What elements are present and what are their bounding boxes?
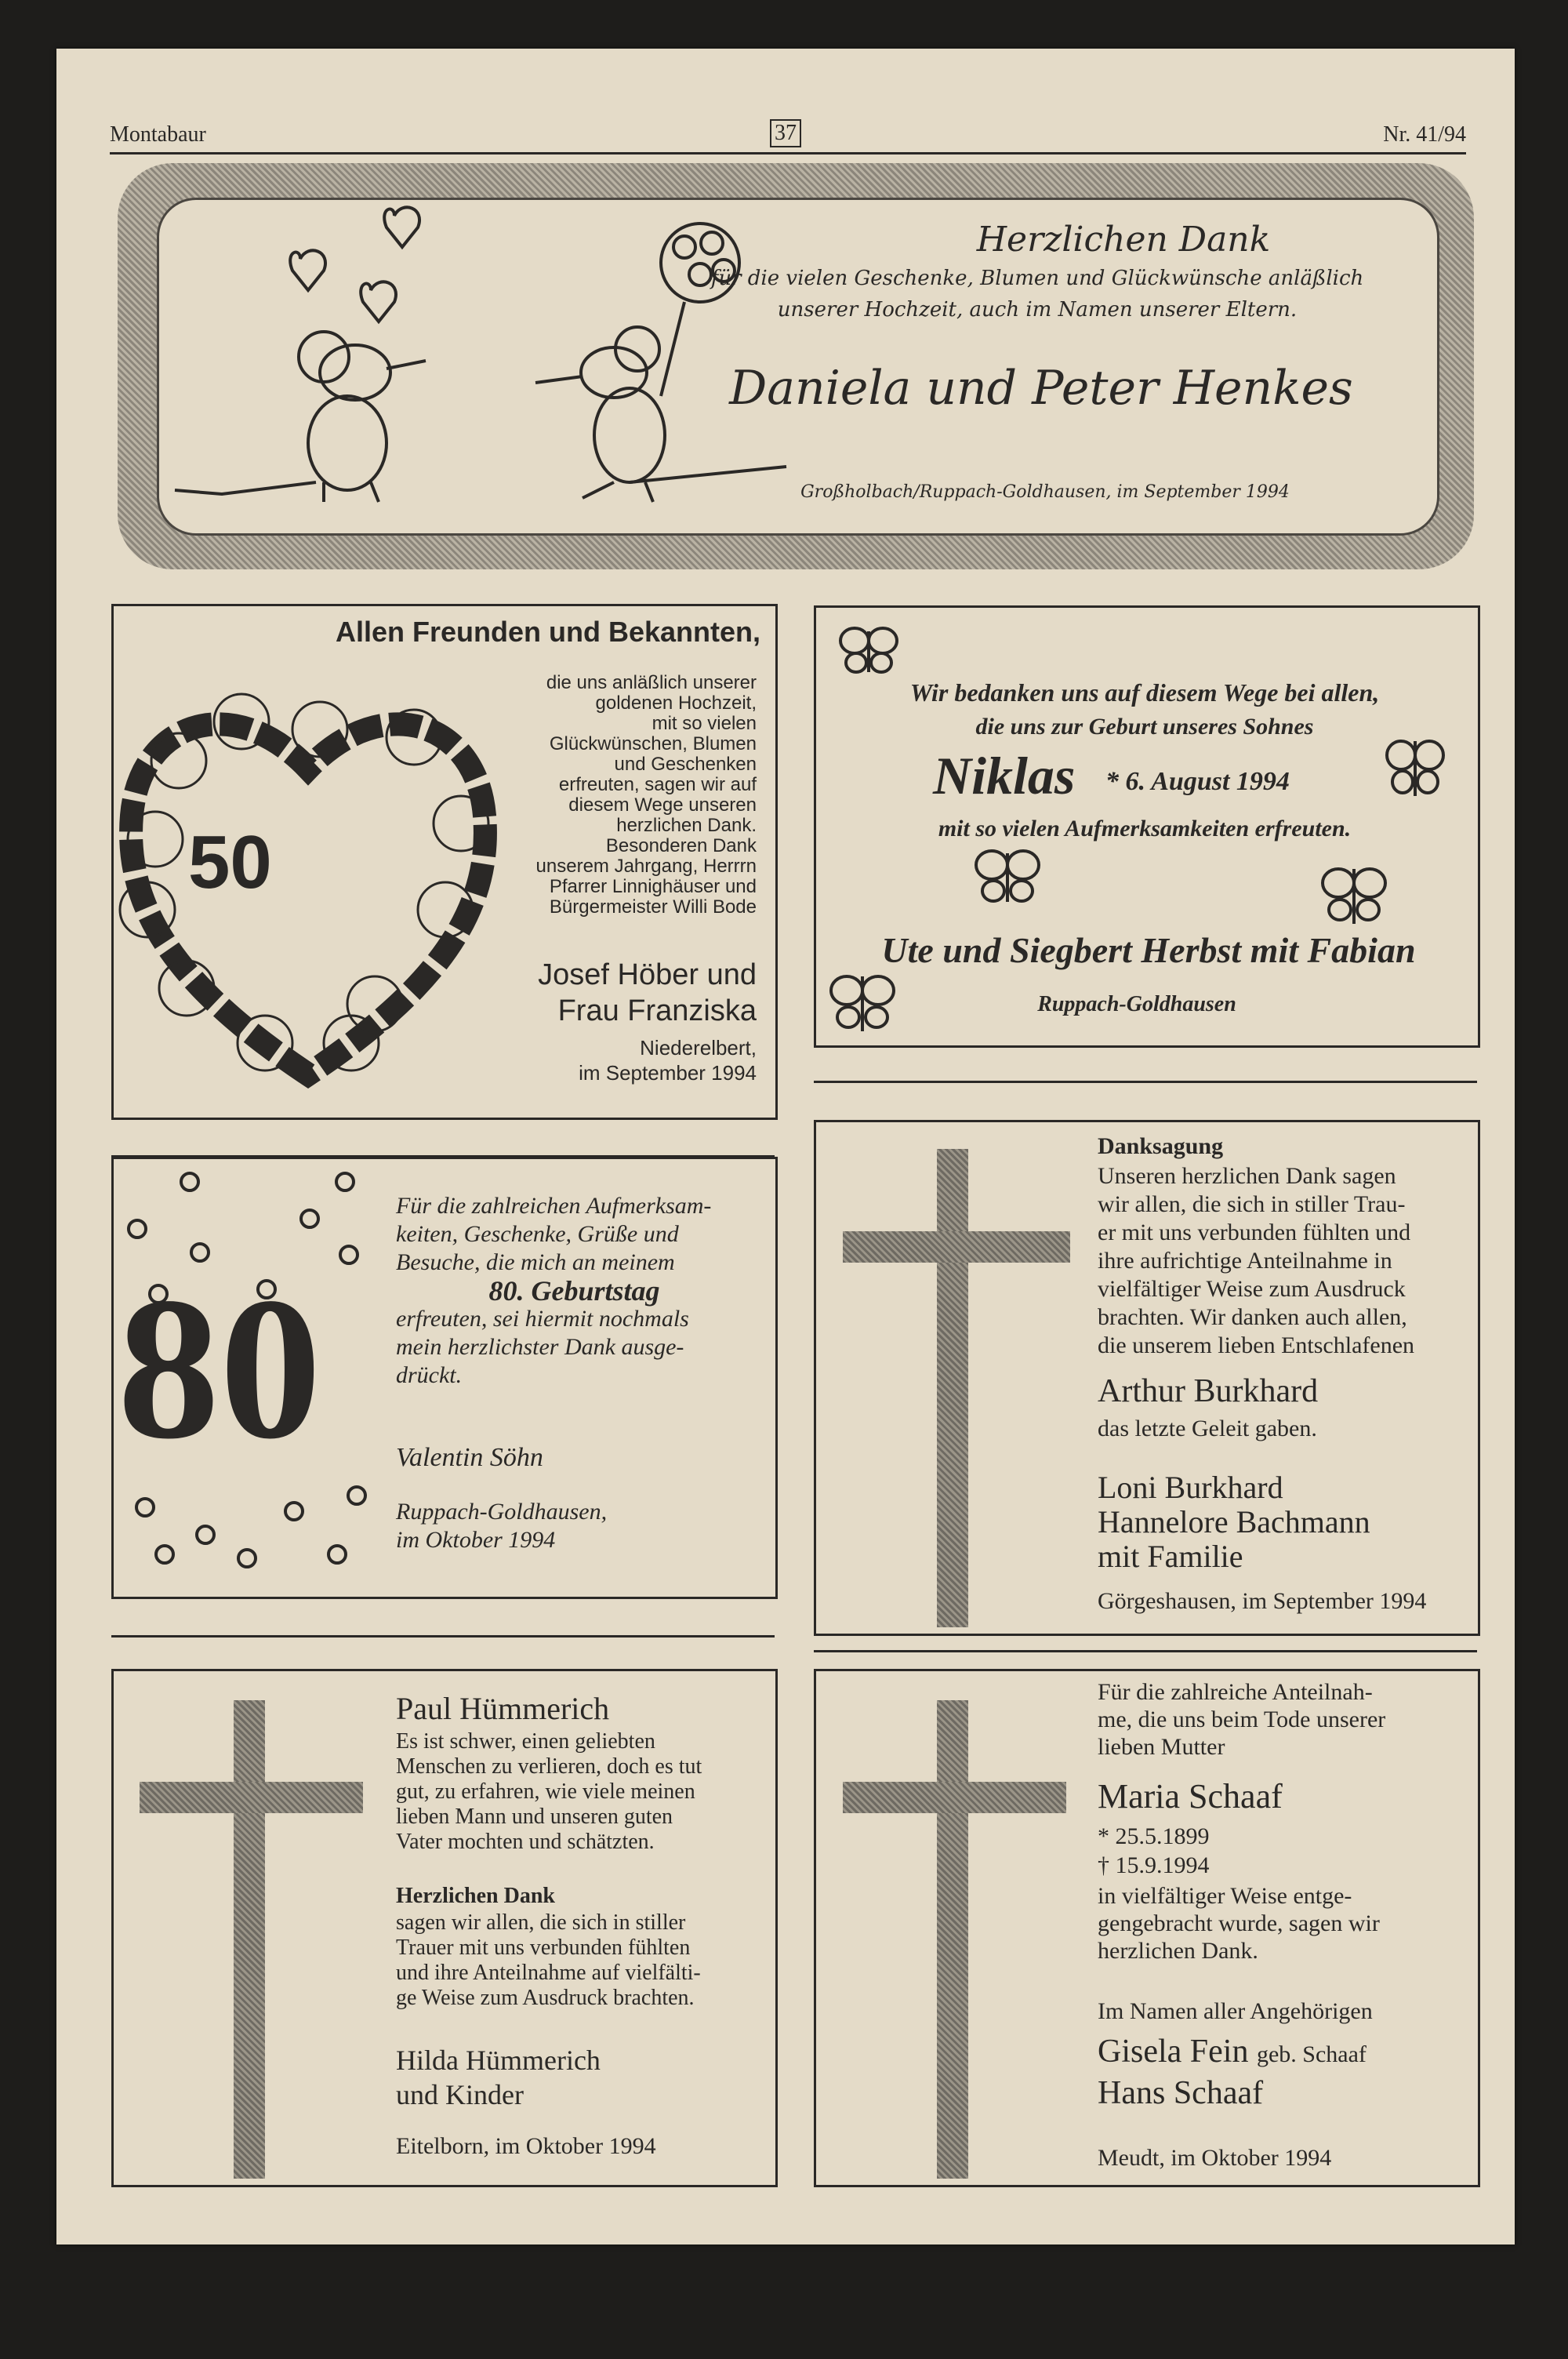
burkhard-family: Loni Burkhard Hannelore Bachmann mit Familie xyxy=(1098,1470,1370,1574)
wedding-title: Herzlichen Dank xyxy=(976,220,1271,260)
burkhard-heading: Danksagung xyxy=(1098,1133,1224,1159)
burkhard-after: das letzte Geleit gaben. xyxy=(1098,1416,1317,1441)
column-rule xyxy=(814,1650,1477,1652)
wedding-place: Großholbach/Ruppach-Goldhausen, im September 1994 xyxy=(800,482,1290,502)
birthday-text: Für die zahlreichen Aufmerksam- keiten, Geschenke, Grüße und Besuche, die mich an meinem 80. Geburtstag erfreuten, sei hiermit nochmals mein herzlichster Dank ausge- drückt. xyxy=(396,1193,712,1388)
birthday-name: Valentin Söhn xyxy=(396,1443,543,1472)
butterfly-icon xyxy=(1319,861,1389,932)
huemmerich-family: Hilda Hümmerich und Kinder xyxy=(396,2045,601,2110)
birthday-number: 80 xyxy=(118,1256,321,1481)
birthday-place: Ruppach-Goldhausen, im Oktober 1994 xyxy=(396,1499,608,1553)
huemmerich-body-2: sagen wir allen, die sich in stiller Trauer mit uns verbunden fühlten und ihre Anteilnahme auf vielfälti- ge Weise zum Ausdruck brachten. xyxy=(396,1910,701,2010)
schaaf-place: Meudt, im Oktober 1994 xyxy=(1098,2145,1332,2171)
golden-body-line: Pfarrer Linnighäuser und xyxy=(549,876,757,897)
cross-icon xyxy=(234,1700,265,2179)
birth-line-2: die uns zur Geburt unseres Sohnes xyxy=(975,714,1314,740)
cross-icon-bar xyxy=(843,1231,1070,1263)
golden-body-line: diesem Wege unseren xyxy=(568,794,757,816)
wedding-names: Daniela und Peter Henkes xyxy=(729,361,1353,416)
issue-number: Nr. 41/94 xyxy=(1383,122,1466,147)
child-name: Niklas xyxy=(933,746,1076,805)
cross-icon-bar xyxy=(140,1782,363,1813)
column-rule xyxy=(814,1081,1477,1083)
schaaf-name-2: Hans Schaaf xyxy=(1098,2075,1264,2111)
golden-heading: Allen Freunden und Bekannten, xyxy=(335,616,760,648)
birth-date: * 6. August 1994 xyxy=(1105,767,1290,796)
golden-body-line: Glückwünschen, Blumen xyxy=(549,733,757,754)
schaaf-born: * 25.5.1899 xyxy=(1098,1823,1210,1849)
schaaf-intro: Für die zahlreiche Anteilnah- me, die uns beim Tode unserer lieben Mutter xyxy=(1098,1679,1386,1760)
wedding-ad xyxy=(157,198,1439,536)
burkhard-body: Unseren herzlichen Dank sagen wir allen, die sich in stiller Trau- er mit uns verbunden fühlten und ihre aufrichtige Anteilnahme in vielfältiger Weise zum Ausdruck brachten. Wir danken auch allen, die unserem lieben Entschlafenen xyxy=(1098,1163,1415,1358)
golden-body-line: und Geschenken xyxy=(614,754,757,775)
header-place: Montabaur xyxy=(110,122,206,147)
golden-body-line: goldenen Hochzeit, xyxy=(595,692,757,714)
column-rule xyxy=(111,1635,775,1637)
wedding-line-1: für die vielen Geschenke, Blumen und Glückwünsche anläßlich xyxy=(710,267,1364,290)
birth-line-1: Wir bedanken uns auf diesem Wege bei allen, xyxy=(909,678,1380,707)
golden-body-line: die uns anläßlich unserer xyxy=(546,672,757,693)
page-number: 37 xyxy=(770,119,801,147)
schaaf-died: † 15.9.1994 xyxy=(1098,1852,1210,1878)
schaaf-name-1: Gisela Fein geb. Schaaf xyxy=(1098,2034,1367,2070)
golden-number: 50 xyxy=(188,820,272,904)
golden-body-line: Besonderen Dank xyxy=(605,835,757,856)
golden-body-line: herzlichen Dank. xyxy=(616,815,757,836)
cross-icon xyxy=(937,1700,968,2179)
header-rule xyxy=(110,152,1466,154)
golden-body-line: mit so vielen xyxy=(652,713,757,734)
birth-place: Ruppach-Goldhausen xyxy=(1037,992,1236,1016)
schaaf-body: in vielfältiger Weise entge- gengebracht wurde, sagen wir herzlichen Dank. xyxy=(1098,1883,1380,1964)
golden-body-line: Bürgermeister Willi Bode xyxy=(549,896,757,918)
huemmerich-heading: Herzlichen Dank xyxy=(396,1884,555,1908)
page-header xyxy=(110,118,1466,154)
butterfly-icon xyxy=(1384,733,1446,804)
golden-body-line: unserem Jahrgang, Herrrn xyxy=(535,856,757,877)
schaaf-deceased: Maria Schaaf xyxy=(1098,1777,1283,1816)
huemmerich-place: Eitelborn, im Oktober 1994 xyxy=(396,2133,656,2159)
huemmerich-deceased: Paul Hümmerich xyxy=(396,1691,610,1726)
huemmerich-body: Es ist schwer, einen geliebten Menschen zu verlieren, doch es tut gut, zu erfahren, wie viele meinen lieben Mann und unseren guten Vater mochten und schätzten. xyxy=(396,1729,702,1854)
cross-icon xyxy=(937,1149,968,1627)
burkhard-place: Görgeshausen, im September 1994 xyxy=(1098,1588,1427,1614)
golden-place: Niederelbert, im September 1994 xyxy=(579,1036,757,1085)
burkhard-deceased: Arthur Burkhard xyxy=(1098,1373,1319,1409)
birth-line-3: mit so vielen Aufmerksamkeiten erfreuten. xyxy=(938,816,1352,841)
butterfly-icon xyxy=(972,845,1043,908)
butterfly-icon xyxy=(837,623,900,678)
wedding-line-2: unserer Hochzeit, auch im Namen unserer Eltern. xyxy=(777,298,1298,322)
golden-body-line: erfreuten, sagen wir auf xyxy=(558,774,757,795)
birth-parents: Ute und Siegbert Herbst mit Fabian xyxy=(881,930,1416,970)
golden-names: Josef Höber und Frau Franziska xyxy=(538,958,757,1027)
golden-body xyxy=(439,673,757,918)
cross-icon-bar xyxy=(843,1782,1066,1813)
butterfly-icon xyxy=(827,969,898,1039)
schaaf-onbehalf: Im Namen aller Angehörigen xyxy=(1098,1998,1373,2024)
